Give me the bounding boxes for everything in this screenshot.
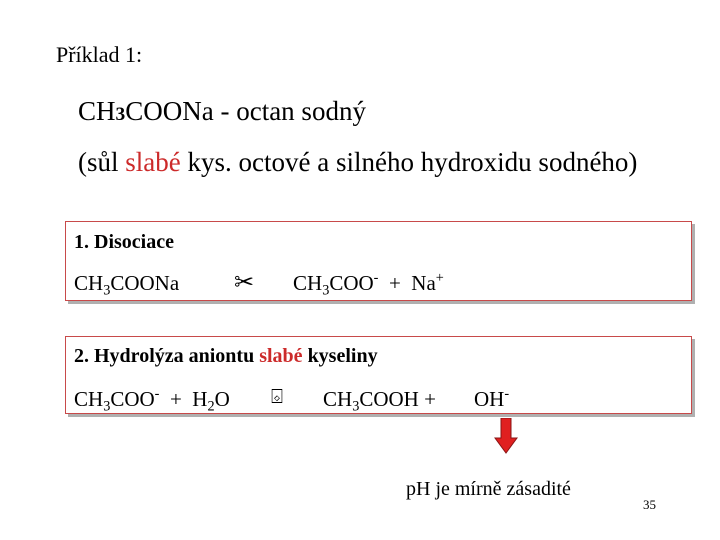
hydroxide-ion: OH- bbox=[474, 386, 510, 411]
formula-line bbox=[78, 96, 366, 127]
dissociation-reactant: $CH_3COONa$ bbox=[74, 271, 180, 299]
arrow-down-icon bbox=[494, 418, 518, 454]
dissociation-title: 1. Disociace bbox=[74, 231, 174, 253]
formula-rest: COONa - octan sodný bbox=[125, 96, 366, 126]
dissociation-products: $CH_3COO^- + Na^+$ bbox=[293, 270, 444, 299]
salt-highlight: slabé bbox=[125, 147, 181, 177]
conclusion-text: pH je mírně zásadité bbox=[406, 478, 571, 500]
scissors-icon: ✂ bbox=[234, 270, 255, 296]
salt-after: kys. octové a silného hydroxidu sodného) bbox=[180, 147, 638, 177]
hydrolysis-box bbox=[65, 336, 692, 414]
formula-subscript: 3 bbox=[115, 104, 126, 125]
hydrolysis-product-acid: $CH_3COOH$ + bbox=[323, 387, 436, 415]
dissociation-box bbox=[65, 221, 692, 301]
formula-prefix: CH bbox=[78, 96, 116, 126]
slide-title: Příklad 1: bbox=[56, 42, 143, 67]
hydrolysis-reactants: $CH_3COO^- + H_2O$ bbox=[74, 386, 230, 415]
salt-before: (sůl bbox=[78, 147, 126, 177]
page-number: 35 bbox=[643, 497, 656, 512]
equilibrium-icon: ⌺ bbox=[271, 386, 283, 408]
hydrolysis-title: 2. Hydrolýza aniontu slabé kyseliny bbox=[74, 345, 378, 367]
salt-description bbox=[78, 147, 637, 178]
